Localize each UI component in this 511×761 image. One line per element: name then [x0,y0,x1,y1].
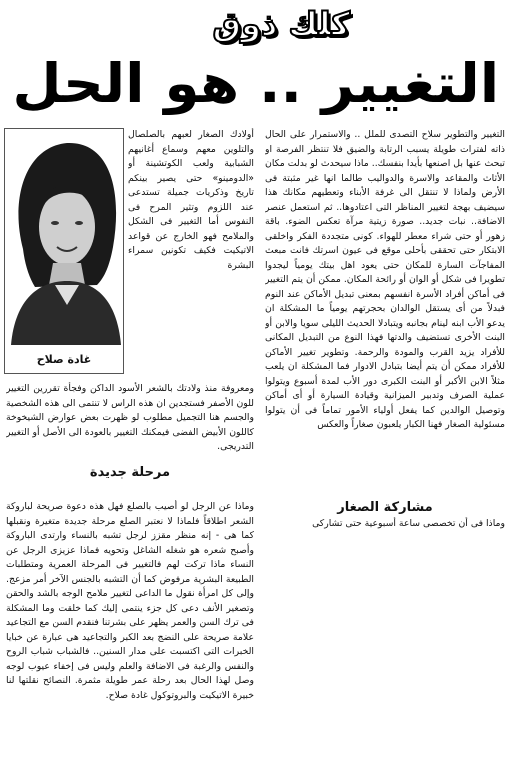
photo-caption: غادة صلاح [36,352,92,366]
subheading-new-stage: مرحلة جديدة [89,465,171,480]
portrait-figure [4,128,124,374]
article-column-left-mid [6,382,254,462]
article-column-right [265,128,505,528]
article-column-left-bottom [6,500,254,758]
article-text-left-bottom: وماذا عن الرجل لو أصيب بالصلع فهل هذه دعوة صريحة لباروكة الشعر اطلاقاً فلماذا لا نعتبر الصلع مرحلة جديدة متغيرة ونقبلها كما هى - إنه منظر مقزز لرجل تشبه بالنساء وارتدى الباروكة وأصبح شعره هو شغله الشاغل وتحويه فماذا عزيزى الرجل عن النساء ماذا تركت لهم فالتغيير فى المرحلة العمرية ومتطلبات الطبيعة البشرية مرفوض كما أن التشبه بالجنس الآخر أمر مزعج. وإلى كل امرأة نقول ما الداعى لتغيير ملامح الوجه بالشد والحقن وتصغير الأنف دعى كل جزء ينتمى إليك كما خلقت وما المشكلة فى ترك السن والعمر يظهر على بشرتنا فنقدم السن مع التجاعيد علامة صريحة على النضج بعد الكبر والتجاعيد هى عبارة عن خبايا الخبرات التى اكتسبت على مدار السنين.. فالشباب شباب الروح والنفس والرغبة فى الاضافة والعلم وليس فى إخفاء عيوب لوجه وصل لهذا الحال بعد رحلة عمر طويلة مثمرة. النصائح نقلتها لنا خبيرة الاتيكيت والبروتوكول غادة صلاح. [6,501,254,701]
article-text-right: التغيير والتطوير سلاح التصدى للملل .. والاستمرار على الحال ذاته لفترات طويلة يسبب الرتابة والضيق فلا تنتظر الفرصة او تبحث عنها بل اصنعها بأيدا بنفسك.. ماذا سيحدث لو بدلت مكان الأثاث والمقاعد والاسرة والدواليب طالما انها غير مثبتة فى الأرض ولماذا لا تنتقل الى غرفة الأبناء وتعطيهم مكانك هذا سيضيف بهجة لتغيير المناظر التى اعتادوها.. ثم استعمل عنصر الاضافة.. نبات جديد.. صورة زيتية مرآة تعكس الضوء. باقة زهور أو حتى شراء معطر للهواء. كونى متجددة الفكر واخلقى الابتكار حتى تحققى بأحلى موقع فى عيون اسرتك فانت مبعث المفاجآت السارة للمكان حتى يعود اهل بيتك يومياً ليجدوا تطويرا فى شكل أو الوان أو رائحة المكان. ممكن أن يتم التغيير فى أماكن أفراد الأسرة انفسهم بمعنى تبديل الأماكن عند النوم فبدلاً من أى يستقل الوالدان بحجرتهم يومياً ما المشكلة ان يدعو الأب ابنه لينام بجانبه ويتبادلا الحديث الليلى سويا والابن أو البنت الأخرى تستضيف والدتها فهذا النوع من التبديل المكانى للأفراد يزيد القرب والمودة والرحمة. وتطوير تغيير الأماكن للأفراد ممكن أن يتم أيضا بتبادل الادوار فما المشكلة ان يلعب مثلاً الابن الأكبر أو البنت الكبرى دور الأب لمدة أسبوع ويتولوا عملية الصرف وتدبير الميزانية وقيادة السيارة أو أى أماكن وتوصيل الوالدين كما يفعل أولياء الأمور تماماً فى أن يتولوا مسئولية الصغار فهنا الكبار يلعبون صغاراً والعكس [265,129,505,430]
section-logo [110,4,350,44]
headline [0,48,511,120]
article-text-left-mid: ومعروفة منذ ولادتك بالشعر الأسود الداكن وفجأة تقررين التغيير للون الأصفر فستجدين ان هذه الراس لا تنتمى الى هذه الشخصية والجسم هنا التجميل مطلوب لو ظهرت بعض عوارض الشيخوخة كاللون الأبيض الفضى فيمكنك التغيير بالعودة الى الأصل أو التغيير التدريجى. [6,383,254,452]
article-text-right-bottom: وماذا فى أن تخصصى ساعة أسبوعية حتى تشاركى [312,518,505,529]
article-column-right-bottom [265,517,505,557]
portrait-photo [5,129,123,345]
subheading-sharing-kids: مشاركة الصغار [337,500,433,515]
article-column-left-top [128,128,254,380]
article-text-left-top: أولادك الصغار لعبهم بالصلصال والتلوين معهم وسماع أغانيهم الشبابية ولعب الكوتشينة أو «الدومينو» حتى يصير بينكم تاريخ وذكريات جميلة تستدعى عند اللزوم وتثير المرح فى النفوس أما التغيير فى الشكل والملامح فهو الخارج عن قواعد الاتيكيت فكيف تكونين سمراء البشرة [128,129,254,271]
headline-text: التغيير .. هو الحل [12,52,499,115]
section-logo-text: كلك ذوق [212,5,350,43]
